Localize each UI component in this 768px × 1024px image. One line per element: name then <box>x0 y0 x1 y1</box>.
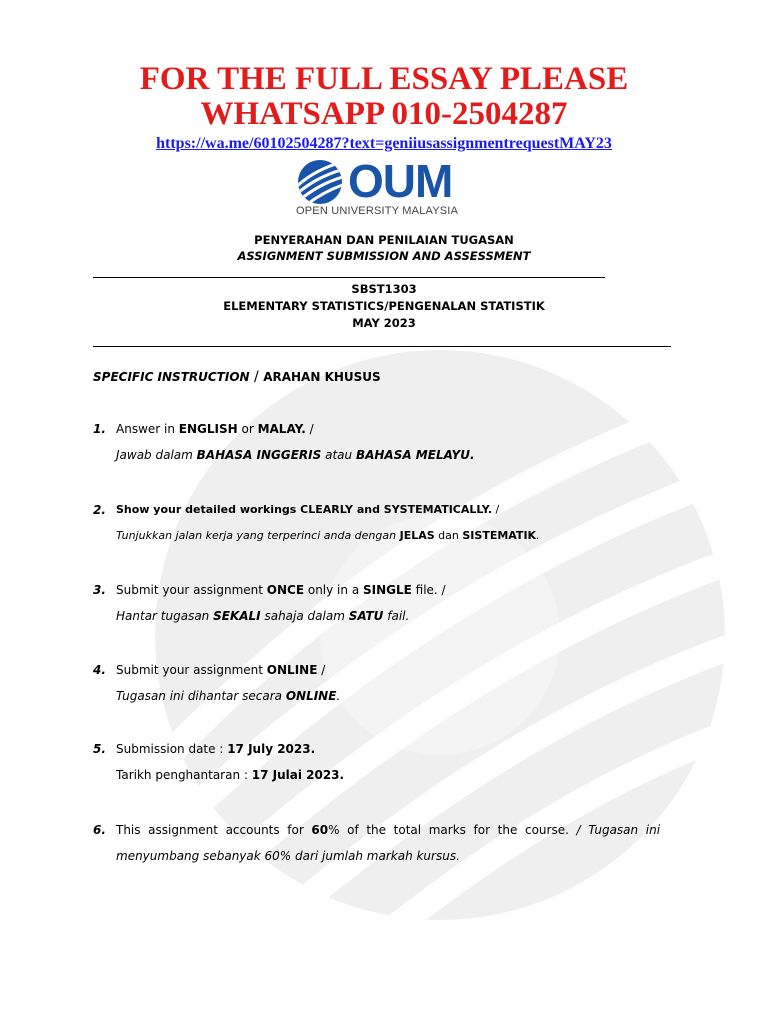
title-malay: PENYERAHAN DAN PENILAIAN TUGASAN <box>254 233 514 247</box>
item-english: Submit your assignment ONLINE / <box>116 663 326 677</box>
whatsapp-link[interactable]: https://wa.me/60102504287?text=geniiusassignmentrequestMAY23 <box>156 135 612 152</box>
heading-english: SPECIFIC INSTRUCTION <box>93 370 250 384</box>
item-number: 1. <box>93 422 106 436</box>
item-malay: Tugasan ini dihantar secara ONLINE. <box>116 689 341 703</box>
item-malay: Hantar tugasan SEKALI sahaja dalam SATU fail. <box>116 609 410 623</box>
item-english: Answer in ENGLISH or MALAY. / <box>116 422 314 436</box>
item-malay: Jawab dalam BAHASA INGGERIS atau BAHASA MELAYU. <box>116 448 475 462</box>
item-number: 3. <box>93 583 106 597</box>
title-english: ASSIGNMENT SUBMISSION AND ASSESSMENT <box>237 249 531 263</box>
oum-globe-icon <box>296 159 346 205</box>
item-english: This assignment accounts for 60% of the total marks for the course. / Tugasan ini <box>116 823 661 837</box>
instructions-heading <box>93 369 705 385</box>
item-malay: menyumbang sebanyak 60% dari jumlah markah kursus. <box>116 849 460 863</box>
item-english: Show your detailed workings CLEARLY and SYSTEMATICALLY. / <box>116 503 500 516</box>
semester: MAY 2023 <box>352 316 416 330</box>
logo-wordmark: OUM <box>348 155 453 207</box>
promo-line-1: FOR THE FULL ESSAY PLEASE <box>139 61 629 97</box>
item-malay: Tarikh penghantaran : 17 Julai 2023. <box>116 768 345 782</box>
promo-banner <box>0 62 768 132</box>
item-number: 5. <box>93 742 106 756</box>
logo-subtitle: OPEN UNIVERSITY MALAYSIA <box>296 205 459 217</box>
promo-line-2: WHATSAPP 010-2504287 <box>200 96 568 132</box>
item-number: 2. <box>93 503 106 517</box>
item-malay: Tunjukkan jalan kerja yang terperinci anda dengan JELAS dan SISTEMATIK. <box>116 529 540 542</box>
divider-bottom <box>93 346 671 347</box>
item-number: 6. <box>93 823 106 837</box>
heading-separator: / <box>249 369 264 385</box>
divider-top <box>93 277 605 278</box>
item-english: Submission date : 17 July 2023. <box>116 742 316 756</box>
course-name: ELEMENTARY STATISTICS/PENGENALAN STATISTIK <box>223 299 545 313</box>
item-english: Submit your assignment ONCE only in a SINGLE file. / <box>116 583 446 597</box>
heading-malay: ARAHAN KHUSUS <box>263 370 381 384</box>
oum-logo <box>296 157 476 219</box>
course-code: SBST1303 <box>351 282 417 296</box>
item-number: 4. <box>93 663 106 677</box>
